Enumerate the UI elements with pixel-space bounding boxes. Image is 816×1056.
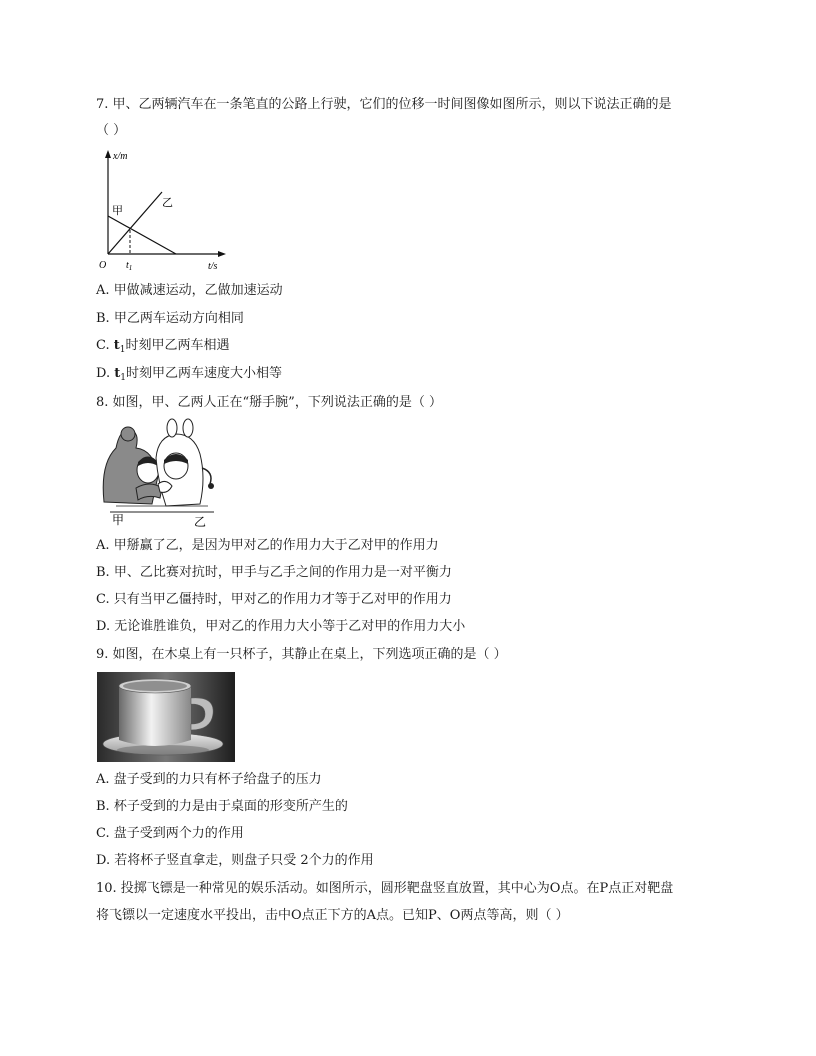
fig-label-yi: 乙 <box>194 515 207 529</box>
y-axis-arrow <box>105 150 111 158</box>
q9-stem: 9. 如图，在木桌上有一只杯子，其静止在桌上，下列选项正确的是（ ） <box>96 647 507 662</box>
q8-option-b: B. 甲、乙比赛对抗时，甲手与乙手之间的作用力是一对平衡力 <box>96 565 452 580</box>
q10-stem-line1: 10. 投掷飞镖是一种常见的娱乐活动。如图所示，圆形靶盘竖直放置，其中心为O点。在P点正对靶盘 <box>96 881 674 896</box>
x-axis-arrow <box>218 251 226 257</box>
yi-ear-left <box>167 419 177 437</box>
q9-option-c: C. 盘子受到两个力的作用 <box>96 826 244 841</box>
q9-option-d: D. 若将杯子竖直拿走，则盘子只受 2个力的作用 <box>96 853 374 868</box>
q8-option-d: D. 无论谁胜谁负，甲对乙的作用力大小等于乙对甲的作用力大小 <box>96 619 466 634</box>
q8-stem: 8. 如图，甲、乙两人正在“掰手腕”，下列说法正确的是（ ） <box>96 395 442 410</box>
q7-option-b: B. 甲乙两车运动方向相同 <box>96 311 244 326</box>
q8-option-c: C. 只有当甲乙僵持时，甲对乙的作用力才等于乙对甲的作用力 <box>96 592 452 607</box>
q8-option-a: A. 甲掰赢了乙，是因为甲对乙的作用力大于乙对甲的作用力 <box>96 538 439 553</box>
y-axis-label: x/m <box>113 151 128 162</box>
line-jia <box>108 216 176 254</box>
cup-body <box>119 686 191 746</box>
q7-option-d: D. $t_1$时刻甲乙两车速度大小相等 <box>96 366 282 383</box>
q7-xt-graph <box>96 148 236 272</box>
label-jia: 甲 <box>112 204 123 217</box>
fig-label-jia: 甲 <box>112 513 125 527</box>
origin-label: O <box>99 260 107 271</box>
line-yi <box>108 192 162 254</box>
saucer-shadow <box>117 745 209 755</box>
t1-tick-label: $t_1$ <box>126 260 133 272</box>
q7-option-c: C. $t_1$时刻甲乙两车相遇 <box>96 338 230 355</box>
x-axis-label: t/s <box>208 261 218 272</box>
q7-paren: （ ） <box>96 123 127 138</box>
q10-stem-line2: 将飞镖以一定速度水平投出，击中O点正下方的A点。已知P、O两点等高，则（ ） <box>96 908 569 923</box>
q9-cup-on-saucer-photo <box>97 672 235 762</box>
label-yi: 乙 <box>162 196 173 209</box>
q7-option-a: A. 甲做减速运动，乙做加速运动 <box>96 283 283 298</box>
yi-ear-right <box>183 419 193 437</box>
jia-hood-ear <box>121 427 135 441</box>
q7-stem: 7. 甲、乙两辆汽车在一条笔直的公路上行驶，它们的位移一时间图像如图所示，则以下说法正确的是 <box>96 97 672 112</box>
q9-option-a: A. 盘子受到的力只有杯子给盘子的压力 <box>96 772 322 787</box>
q9-option-b: B. 杯子受到的力是由于桌面的形变所产生的 <box>96 799 348 814</box>
q8-arm-wrestling-figure <box>96 418 226 530</box>
